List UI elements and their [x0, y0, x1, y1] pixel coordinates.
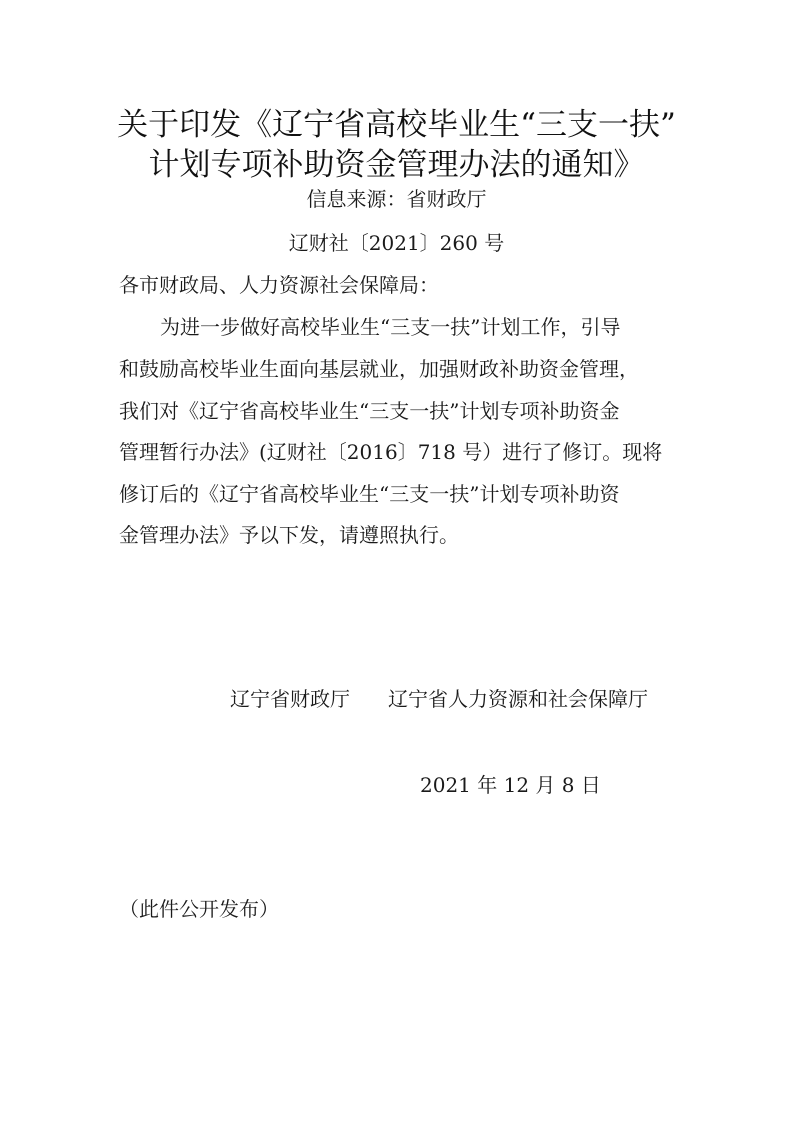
document-title-line-1: 关于印发《辽宁省高校毕业生“三支一扶”	[117, 107, 676, 143]
body-line: 为进一步做好高校毕业生“三支一扶”计划工作，引导	[160, 315, 621, 339]
recipients: 各市财政局、人力资源社会保障局：	[119, 273, 439, 297]
publication-note: （此件公开发布）	[119, 897, 279, 921]
document-number: 辽财社〔2021〕260 号	[288, 231, 505, 255]
body-line: 管理暂行办法》(辽财社〔2016〕718 号）进行了修订。现将	[119, 440, 663, 464]
signatory-finance-department: 辽宁省财政厅	[230, 687, 350, 711]
body-line: 修订后的《辽宁省高校毕业生“三支一扶”计划专项补助资	[119, 482, 620, 506]
body-line: 和鼓励高校毕业生面向基层就业，加强财政补助资金管理，	[119, 357, 639, 381]
body-line: 我们对《辽宁省高校毕业生“三支一扶”计划专项补助资金	[119, 399, 620, 423]
issue-date: 2021 年 12 月 8 日	[420, 773, 601, 797]
information-source: 信息来源：省财政厅	[306, 187, 487, 211]
signatory-human-resources-department: 辽宁省人力资源和社会保障厅	[388, 687, 648, 711]
document-title-line-2: 计划专项补助资金管理办法的通知》	[148, 147, 645, 183]
body-line: 金管理办法》予以下发，请遵照执行。	[119, 523, 459, 547]
